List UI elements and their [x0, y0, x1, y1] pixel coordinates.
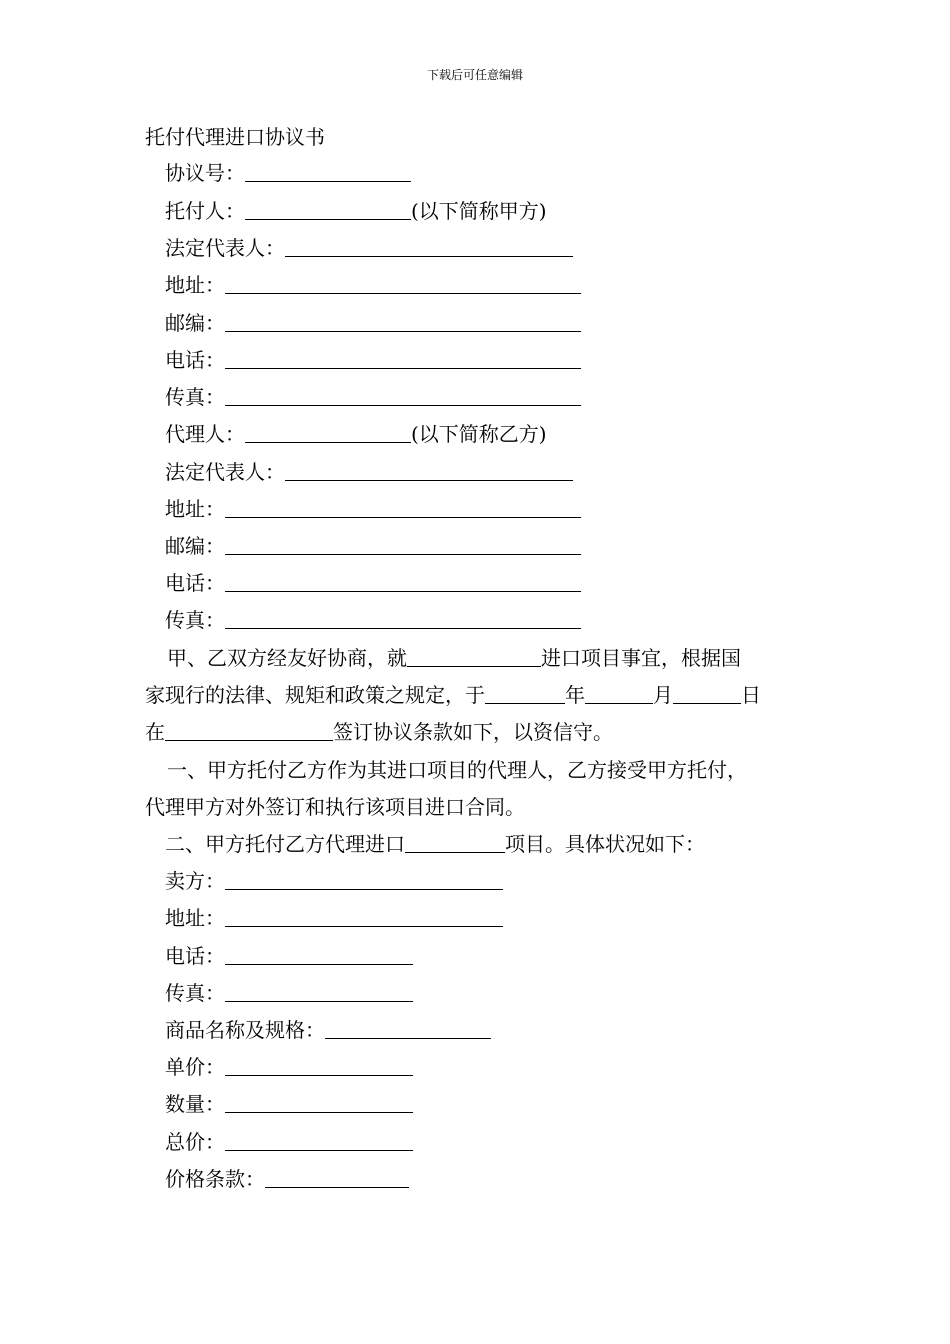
price-terms-blank[interactable] — [265, 1167, 409, 1188]
agreement-no-label: 协议号： — [165, 161, 245, 185]
agent-blank[interactable] — [245, 422, 411, 443]
seller-address-label: 地址： — [165, 906, 225, 930]
party-b-postcode-blank[interactable] — [225, 534, 581, 555]
seller-fax-blank[interactable] — [225, 981, 413, 1002]
party-b-postcode-label: 邮编： — [165, 534, 225, 558]
party-b-address-row — [165, 496, 581, 522]
seller-address-blank[interactable] — [225, 906, 503, 927]
party-a-address-label: 地址： — [165, 273, 225, 297]
intro-line-2 — [145, 682, 761, 708]
price-terms-row — [165, 1166, 409, 1192]
party-a-legal-rep-blank[interactable] — [285, 236, 573, 257]
party-a-phone-blank[interactable] — [225, 348, 581, 369]
quantity-label: 数量： — [165, 1092, 225, 1116]
party-b-legal-rep-label: 法定代表人： — [165, 460, 285, 484]
intro-text-1a: 甲、乙双方经友好协商，就 — [167, 646, 407, 670]
party-a-fax-row — [165, 384, 581, 410]
party-a-phone-label: 电话： — [165, 348, 225, 372]
party-a-phone-row — [165, 347, 581, 373]
import-project-blank[interactable] — [405, 832, 505, 853]
place-blank[interactable] — [165, 720, 333, 741]
entrustor-blank[interactable] — [245, 199, 411, 220]
document-title: 托付代理进口协议书 — [145, 125, 325, 149]
seller-fax-label: 传真： — [165, 981, 225, 1005]
party-b-fax-blank[interactable] — [225, 608, 581, 629]
clause-2-text-a: 二、甲方托付乙方代理进口 — [165, 832, 405, 856]
party-a-legal-rep-row — [165, 235, 573, 261]
seller-phone-label: 电话： — [165, 944, 225, 968]
goods-label: 商品名称及规格： — [165, 1018, 325, 1042]
total-price-blank[interactable] — [225, 1130, 413, 1151]
clause-2-line-1 — [165, 831, 705, 857]
seller-phone-blank[interactable] — [225, 944, 413, 965]
party-b-phone-label: 电话： — [165, 571, 225, 595]
party-b-legal-rep-blank[interactable] — [285, 460, 573, 481]
unit-price-blank[interactable] — [225, 1055, 413, 1076]
party-b-fax-label: 传真： — [165, 608, 225, 632]
seller-fax-row — [165, 980, 413, 1006]
seller-address-row — [165, 905, 503, 931]
total-price-label: 总价： — [165, 1130, 225, 1154]
agent-row — [165, 421, 547, 447]
goods-blank[interactable] — [325, 1018, 491, 1039]
year-label: 年 — [565, 683, 585, 707]
party-b-postcode-row — [165, 533, 581, 559]
intro-text-2a: 家现行的法律、规矩和政策之规定，于 — [145, 683, 485, 707]
month-label: 月 — [653, 683, 673, 707]
intro-line-1 — [167, 645, 741, 671]
month-blank[interactable] — [585, 683, 653, 704]
intro-text-3a: 在 — [145, 720, 165, 744]
party-b-phone-row — [165, 570, 581, 596]
price-terms-label: 价格条款： — [165, 1167, 265, 1191]
entrustor-row — [165, 198, 547, 224]
party-a-postcode-blank[interactable] — [225, 311, 581, 332]
party-a-postcode-label: 邮编： — [165, 311, 225, 335]
seller-row — [165, 868, 503, 894]
party-a-legal-rep-label: 法定代表人： — [165, 236, 285, 260]
seller-label: 卖方： — [165, 869, 225, 893]
quantity-blank[interactable] — [225, 1092, 413, 1113]
clause-1-line-1: 一、甲方托付乙方作为其进口项目的代理人，乙方接受甲方托付， — [167, 758, 747, 782]
intro-text-1b: 进口项目事宜，根据国 — [541, 646, 741, 670]
clause-2-text-b: 项目。具体状况如下： — [505, 832, 705, 856]
seller-phone-row — [165, 943, 413, 969]
agreement-no-row — [165, 160, 411, 186]
party-a-postcode-row — [165, 310, 581, 336]
entrustor-suffix: (以下简称甲方) — [411, 199, 547, 223]
agent-suffix: (以下简称乙方) — [411, 422, 547, 446]
party-b-address-blank[interactable] — [225, 497, 581, 518]
day-label: 日 — [741, 683, 761, 707]
unit-price-label: 单价： — [165, 1055, 225, 1079]
total-price-row — [165, 1129, 413, 1155]
party-b-fax-row — [165, 607, 581, 633]
goods-row — [165, 1017, 491, 1043]
header-note: 下载后可任意编辑 — [426, 68, 523, 82]
entrustor-label: 托付人： — [165, 199, 245, 223]
party-a-fax-label: 传真： — [165, 385, 225, 409]
party-a-fax-blank[interactable] — [225, 385, 581, 406]
intro-line-3 — [145, 719, 613, 745]
party-a-address-row — [165, 272, 581, 298]
party-a-address-blank[interactable] — [225, 273, 581, 294]
party-b-legal-rep-row — [165, 459, 573, 485]
unit-price-row — [165, 1054, 413, 1080]
party-b-address-label: 地址： — [165, 497, 225, 521]
intro-text-3b: 签订协议条款如下，以资信守。 — [333, 720, 613, 744]
seller-blank[interactable] — [225, 869, 503, 890]
quantity-row — [165, 1091, 413, 1117]
agreement-no-blank[interactable] — [245, 161, 411, 182]
party-b-phone-blank[interactable] — [225, 571, 581, 592]
day-blank[interactable] — [673, 683, 741, 704]
project-blank[interactable] — [407, 646, 541, 667]
year-blank[interactable] — [485, 683, 565, 704]
agent-label: 代理人： — [165, 422, 245, 446]
clause-1-line-2: 代理甲方对外签订和执行该项目进口合同。 — [145, 795, 525, 819]
